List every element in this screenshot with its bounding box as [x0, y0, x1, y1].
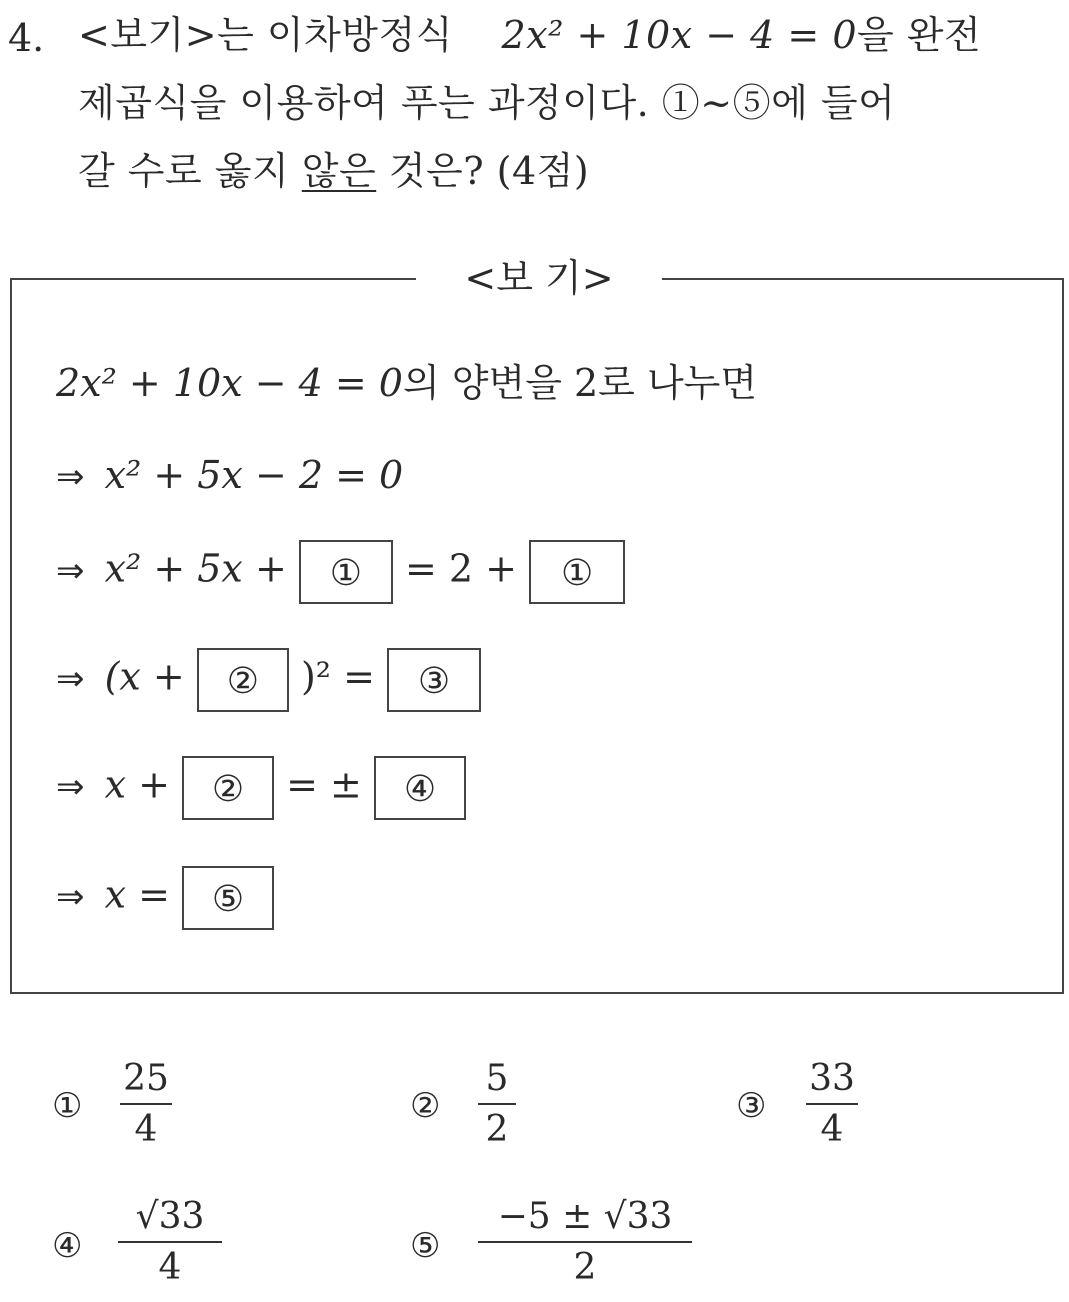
step-4	[56, 648, 481, 712]
choice-4-denominator: 4	[158, 1247, 182, 1288]
step-4-mid: )² =	[300, 654, 375, 699]
choice-3-number: ③	[736, 1086, 767, 1126]
step-6-left: x =	[104, 872, 170, 917]
choice-4-fraction	[118, 1196, 222, 1288]
choice-3-fraction	[806, 1058, 858, 1150]
step-5-left: x +	[104, 762, 170, 807]
step-3-left: x² + 5x +	[104, 546, 287, 591]
choice-2-numerator: 5	[485, 1058, 509, 1099]
choice-1-denominator: 4	[134, 1109, 158, 1150]
choice-4-numerator: √33	[135, 1196, 205, 1237]
question-line-1	[78, 13, 982, 57]
blank-4: ④	[374, 756, 466, 820]
step-6	[56, 866, 274, 930]
choice-5-fraction	[478, 1196, 692, 1288]
blank-5: ⑤	[182, 866, 274, 930]
step-2-equation: x² + 5x − 2 = 0	[104, 453, 404, 497]
blank-2-repeat: ②	[182, 756, 274, 820]
choice-1-number: ①	[52, 1086, 83, 1126]
fraction-bar	[806, 1103, 858, 1105]
choice-2-number: ②	[410, 1086, 441, 1126]
question-equation: 2x² + 10x − 4 = 0	[501, 13, 858, 57]
blank-1: ①	[299, 540, 393, 604]
arrow-icon: ⇒	[56, 876, 85, 917]
step-2	[56, 453, 404, 497]
question-line-2: 제곱식을 이용하여 푸는 과정이다. ①~⑤에 들어	[78, 81, 896, 125]
choice-4-number: ④	[52, 1226, 83, 1266]
choice-5-denominator: 2	[573, 1247, 597, 1288]
question-line-3	[78, 149, 590, 193]
choice-3-numerator: 33	[809, 1058, 855, 1099]
question-line-1-text: <보기>는 이차방정식	[78, 13, 453, 57]
choice-2-fraction	[478, 1058, 516, 1150]
step-1	[56, 361, 758, 405]
example-box-title: <보 기>	[416, 256, 662, 300]
fraction-bar	[118, 1241, 222, 1243]
step-5-mid: = ±	[286, 762, 362, 807]
question-line-3-end: 것은? (4점)	[388, 149, 590, 193]
fraction-bar	[478, 1241, 692, 1243]
choice-5-numerator: −5 ± √33	[497, 1196, 673, 1237]
step-3	[56, 540, 625, 604]
step-3-mid: = 2 +	[404, 546, 517, 591]
step-5	[56, 756, 466, 820]
fraction-bar	[478, 1103, 516, 1105]
choice-1-fraction	[120, 1058, 172, 1150]
choice-3-denominator: 4	[820, 1109, 844, 1150]
step-1-equation: 2x² + 10x − 4 = 0	[56, 361, 403, 405]
arrow-icon: ⇒	[56, 550, 85, 591]
question-line-3-text: 갈 수로 옳지	[78, 149, 290, 193]
choice-2-denominator: 2	[485, 1109, 509, 1150]
question-number: 4.	[8, 16, 45, 60]
arrow-icon: ⇒	[56, 658, 85, 699]
arrow-icon: ⇒	[56, 457, 85, 497]
choice-5-number: ⑤	[410, 1226, 441, 1266]
blank-3: ③	[387, 648, 481, 712]
underlined-word: 않은	[301, 149, 377, 193]
blank-1-repeat: ①	[529, 540, 625, 604]
step-4-left: (x +	[104, 654, 185, 699]
blank-2: ②	[197, 648, 289, 712]
choice-1-numerator: 25	[123, 1058, 169, 1099]
step-1-text: 의 양변을 2로 나누면	[402, 361, 758, 405]
fraction-bar	[120, 1103, 172, 1105]
arrow-icon: ⇒	[56, 766, 85, 807]
question-line-1-end: 을 완전	[857, 13, 982, 57]
